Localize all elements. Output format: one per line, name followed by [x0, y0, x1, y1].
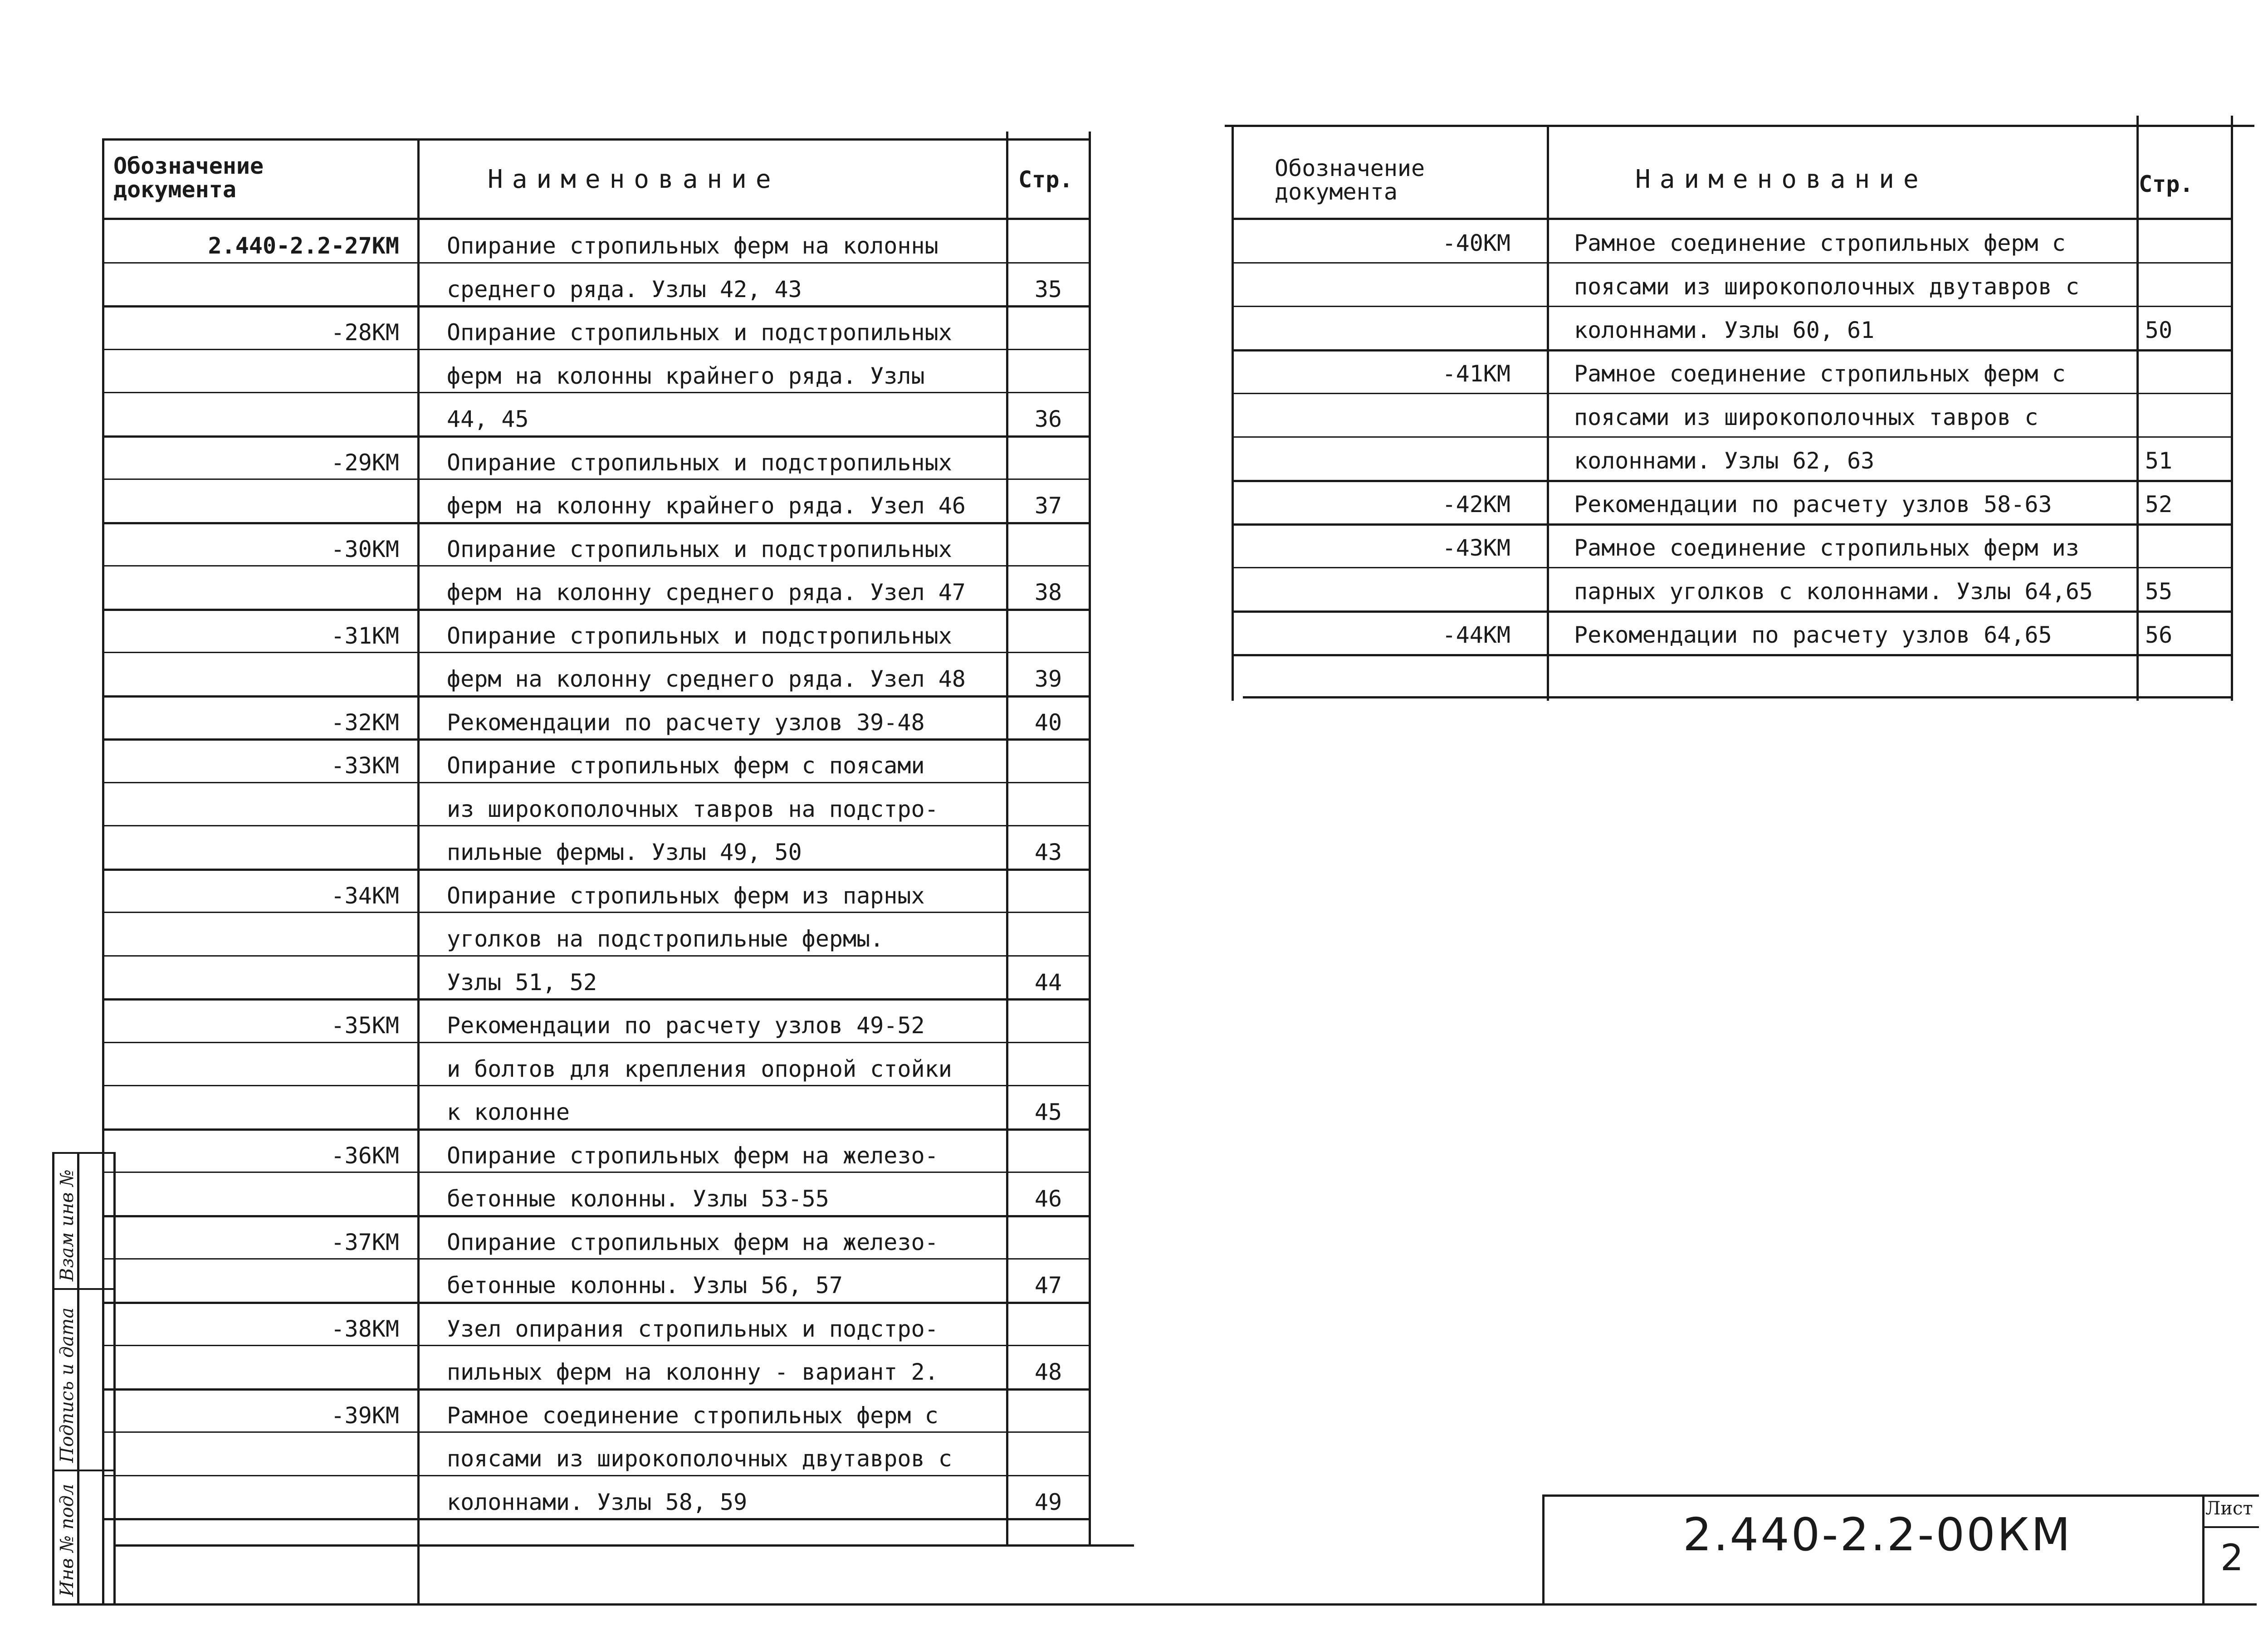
row-page: 56 [2145, 622, 2173, 648]
right-header-page: Стр. [2139, 171, 2194, 197]
row-name-line: парных уголков с колоннами. Узлы 64,65 [1574, 578, 2093, 605]
row-name-line: поясами из широкополочных двутавров с [1574, 273, 2079, 300]
row-page: 36 [1034, 406, 1062, 432]
row-name-line: Рамное соединение стропильных ферм из [1574, 535, 2079, 561]
row-name-line: Рамное соединение стропильных ферм с [447, 1402, 938, 1429]
row-page: 46 [1034, 1186, 1062, 1212]
row-name-line: Опирание стропильных ферм на железо- [447, 1229, 938, 1255]
row-page: 50 [2145, 317, 2173, 343]
row-name-line: ферм на колонну крайнего ряда. Узел 46 [447, 493, 966, 519]
row-page: 45 [1034, 1099, 1062, 1125]
row-page: 55 [2145, 578, 2173, 605]
row-name-line: к колонне [447, 1099, 570, 1125]
side-label-signature-date: Подпись и дата [57, 1307, 78, 1463]
row-name-line: пильных ферм на колонну - вариант 2. [447, 1359, 938, 1385]
row-name-line: Опирание стропильных и подстропильных [447, 622, 952, 649]
row-page: 40 [1034, 709, 1062, 736]
side-label-inv-original: Инв № подл [57, 1484, 78, 1597]
row-name-line: Рекомендации по расчету узлов 58-63 [1574, 491, 2052, 518]
row-name-line: Узел опирания стропильных и подстро- [447, 1315, 938, 1342]
row-name-line: Рамное соединение стропильных ферм с [1574, 230, 2066, 256]
row-name-line: Опирание стропильных и подстропильных [447, 449, 952, 476]
row-name-line: Рекомендации по расчету узлов 49-52 [447, 1012, 925, 1039]
row-name-line: уголков на подстропильные фермы. [447, 926, 884, 952]
row-name-line: Опирание стропильных и подстропильных [447, 536, 952, 562]
row-designation: -37КМ [331, 1229, 399, 1255]
row-designation: -41КМ [1442, 361, 1510, 387]
row-name-line: Рекомендации по расчету узлов 39-48 [447, 709, 925, 736]
row-name-line: колоннами. Узлы 62, 63 [1574, 448, 1875, 474]
row-name-line: бетонные колонны. Узлы 53-55 [447, 1186, 829, 1212]
row-page: 35 [1034, 276, 1062, 303]
row-name-line: из широкополочных тавров на подстро- [447, 796, 938, 822]
row-name-line: 44, 45 [447, 406, 529, 432]
row-page: 43 [1034, 839, 1062, 865]
row-designation: -36КМ [331, 1142, 399, 1169]
row-name-line: Опирание стропильных и подстропильных [447, 319, 952, 346]
row-name-line: и болтов для крепления опорной стойки [447, 1055, 952, 1082]
row-page: 49 [1034, 1489, 1062, 1515]
row-page: 52 [2145, 491, 2173, 518]
row-designation: 2.440-2.2-27КМ [208, 233, 399, 259]
row-name-line: пильные фермы. Узлы 49, 50 [447, 839, 802, 865]
row-page: 47 [1034, 1272, 1062, 1299]
left-header-page: Стр. [1018, 166, 1073, 193]
sheet-bottom-border [116, 1603, 2257, 1606]
row-page: 44 [1034, 969, 1062, 996]
row-name-line: ферм на колонну среднего ряда. Узел 47 [447, 579, 966, 605]
row-name-line: Опирание стропильных ферм на колонны [447, 233, 938, 259]
row-designation: -42КМ [1442, 491, 1510, 518]
sheet-label: Лист [2205, 1498, 2253, 1519]
row-designation: -29КМ [331, 449, 399, 476]
row-designation: -34КМ [331, 882, 399, 909]
row-designation: -40КМ [1442, 230, 1510, 256]
side-label-replacement-inv: Взам инв № [57, 1169, 78, 1281]
right-header-name: Наименование [1635, 165, 1928, 194]
row-designation: -31КМ [331, 622, 399, 649]
row-name-line: Рамное соединение стропильных ферм с [1574, 361, 2066, 387]
row-name-line: ферм на колонны крайнего ряда. Узлы [447, 362, 925, 389]
row-name-line: поясами из широкополочных тавров с [1574, 404, 2038, 430]
row-name-line: Опирание стропильных ферм на железо- [447, 1142, 938, 1169]
right-header-designation: Обозначение документа [1275, 155, 1425, 205]
row-designation: -30КМ [331, 536, 399, 562]
row-designation: -38КМ [331, 1315, 399, 1342]
left-header-name: Наименование [488, 165, 780, 194]
row-page: 51 [2145, 448, 2173, 474]
sheet-number: 2 [2220, 1537, 2244, 1579]
row-designation: -33КМ [331, 752, 399, 779]
row-designation: -28КМ [331, 319, 399, 346]
row-page: 48 [1034, 1359, 1062, 1385]
row-name-line: Опирание стропильных ферм из парных [447, 882, 925, 909]
row-name-line: ферм на колонну среднего ряда. Узел 48 [447, 666, 966, 692]
row-designation: -43КМ [1442, 535, 1510, 561]
row-designation: -32КМ [331, 709, 399, 736]
row-designation: -35КМ [331, 1012, 399, 1039]
row-page: 37 [1034, 493, 1062, 519]
row-page: 38 [1034, 579, 1062, 605]
row-name-line: поясами из широкополочных двутавров с [447, 1445, 952, 1472]
row-name-line: среднего ряда. Узлы 42, 43 [447, 276, 802, 303]
row-designation: -39КМ [331, 1402, 399, 1429]
document-code: 2.440-2.2-00КМ [1683, 1508, 2072, 1561]
row-name-line: Рекомендации по расчету узлов 64,65 [1574, 622, 2052, 648]
row-name-line: Опирание стропильных ферм с поясами [447, 752, 925, 779]
row-name-line: Узлы 51, 52 [447, 969, 597, 996]
row-designation: -44КМ [1442, 622, 1510, 648]
row-page: 39 [1034, 666, 1062, 692]
left-header-designation: Обозначение документа [113, 153, 264, 203]
row-name-line: колоннами. Узлы 60, 61 [1574, 317, 1875, 343]
row-name-line: колоннами. Узлы 58, 59 [447, 1489, 748, 1515]
row-name-line: бетонные колонны. Узлы 56, 57 [447, 1272, 843, 1299]
